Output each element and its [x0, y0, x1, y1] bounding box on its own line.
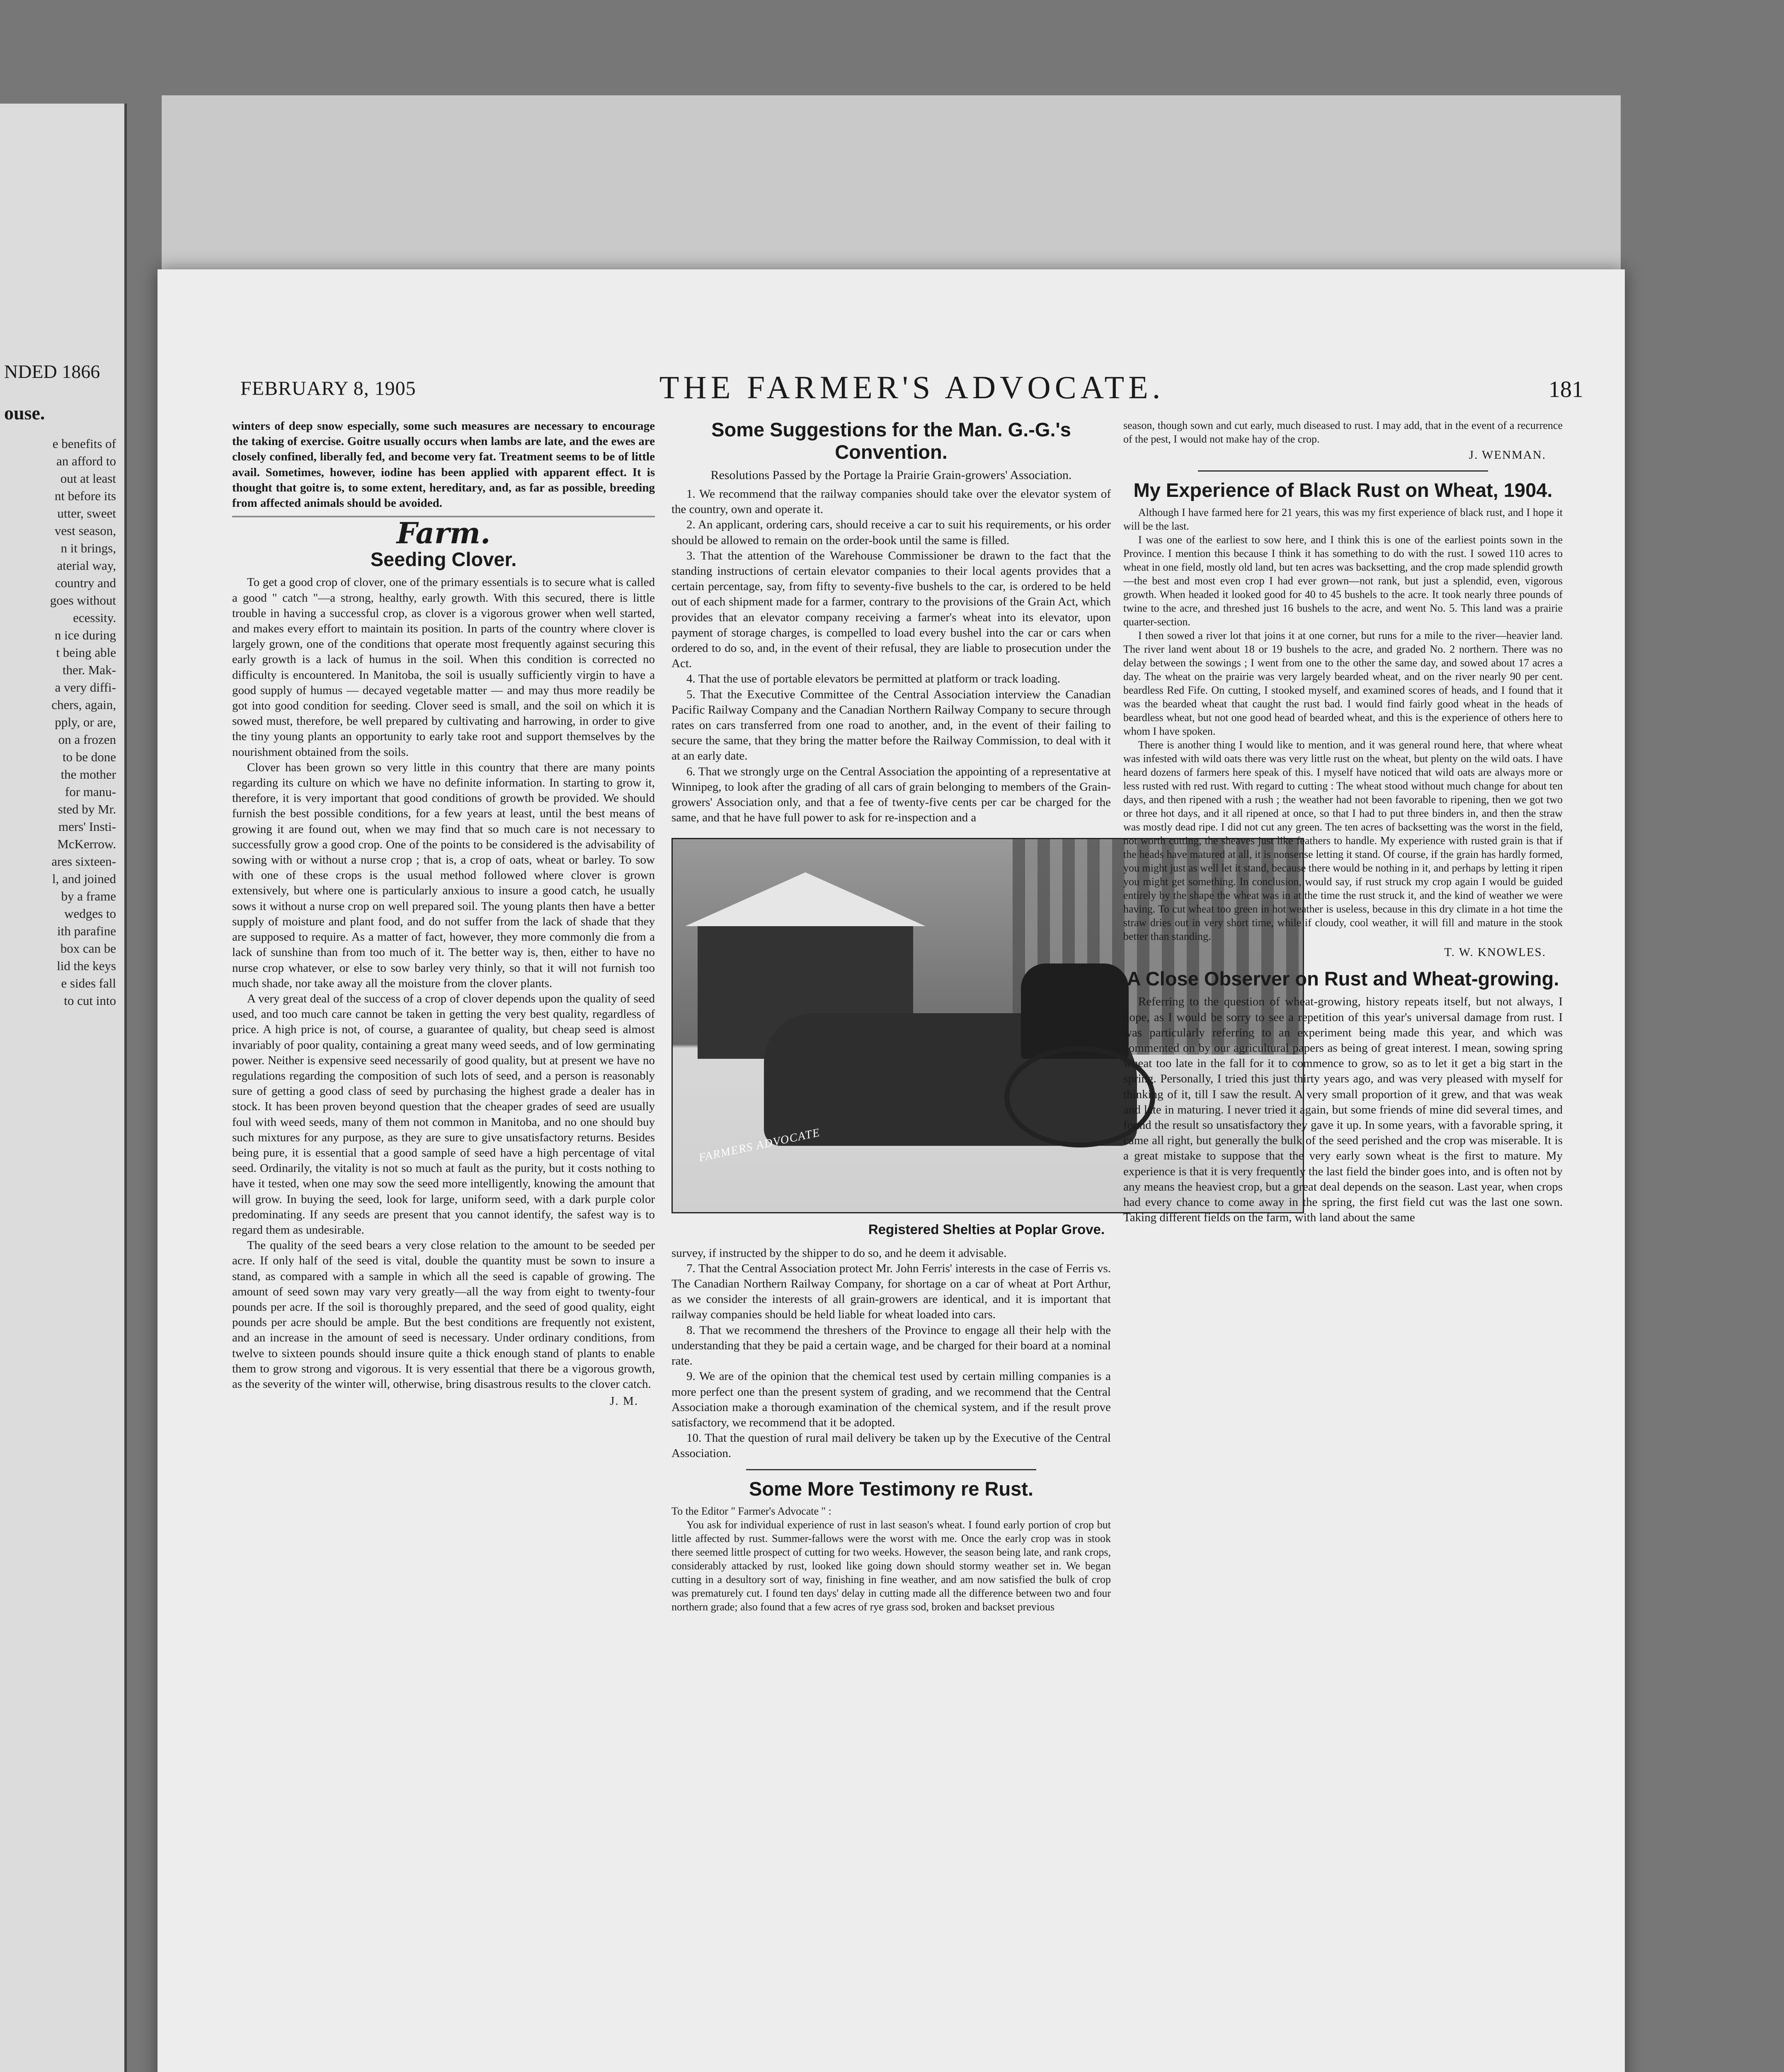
adjacent-page-line: pply, or are, [55, 715, 116, 729]
adjacent-page-line: to be done [62, 750, 116, 764]
newspaper-page [158, 269, 1625, 2072]
article-paragraph: The quality of the seed bears a very close relation to the amount to be seeded per acre. If only half of the seed is vital, double the quantity must be sown to insure a stand, as compared with a sample in which all the seed is capable of growing. The amount of seed sown may vary very greatly—all the way from eight to twenty-four pounds per acre. If the soil is thoroughly prepared, and the seed of good quality, eight pounds per acre should be ample. But the best conditions are frequently not existent, and an increase in the amount of seed is necessary. Under ordinary conditions, from twelve to sixteen pounds should insure quite a thick enough stand of plants to enable them to grow strong and vigorous. It is very essential that there be a vigorous growth, as the severity of the winter will, otherwise, bring disastrous results to the clover catch. [232, 1239, 655, 1391]
scan-top-band [162, 95, 1621, 274]
article-paragraph: Clover has been grown so very little in this country that there are many points regarding its culture on which we have no definite information. In starting to grow it, therefore, it is very important that good conditions of growth be provided. We should furnish the best possible conditions, for a few years at least, until the best means of growing it are found out, when we may find that so much care is not necessary to successfully grow a good crop. One of the points to be considered is the advisability of sowing with or without a nurse crop ; that is, a crop of oats, wheat or barley. To sow with one of these crops is the usual method followed where clover is grown extensively, but where one is particularly anxious to insure a good catch, he usually sows it without a nurse crop on well prepared soil. The young plants then have a better supply of moisture and plant food, and do not suffer from the lack of shade that they are supposed to require. As a matter of fact, however, they more commonly die from a lack of sunshine than from too much of it. The better way is, then, either to have no nurse crop whatever, or else to sow barley very thinly, so that it will not furnish too much shade, nor take away all the moisture from the clover plants. [232, 760, 655, 990]
resolution-item: 5. That the Executive Committee of the Central Association interview the Canadian Pacific Railway Company and the Canadian Northern Railway Company to secure through rates on cars transferred from one road to another, and, in the event of their failing to secure the same, that they bring the matter before the Railway Commission, to deal with it at an early date. [671, 687, 1111, 763]
adjacent-page-line: to cut into [64, 993, 116, 1008]
article-signature: J. M. [610, 1394, 638, 1408]
adjacent-page-line: box can be [60, 941, 116, 956]
adjacent-page-line: nt before its [54, 489, 116, 503]
article-paragraph: I was one of the earliest to sow here, and I think this is one of the earliest points sown in the Province. I mention this because I think it has something to do with the rust. I sowed 110 acres to wheat in one field, mostly old land, but ten acres was backsetting, and the crop made splendid growth—the best and most even crop I had ever grown—not rank, but just a splendid, even, vigorous growth. When headed it looked good for 40 to 45 bushels to the acre. It took nearly three pounds of twine to the acre, and threshed just 16 bushels to the acre, and went No. 5. This land was a prairie quarter-section. [1123, 534, 1563, 628]
adjacent-page-line: l, and joined [52, 871, 116, 886]
adjacent-page-line: n ice during [54, 628, 116, 642]
photo-people [1021, 963, 1129, 1059]
article-paragraph: Although I have farmed here for 21 years, this was my first experience of black rust, and I hope it will be the last. [1123, 506, 1563, 533]
resolution-item: 2. An applicant, ordering cars, should receive a car to suit his requirements, or his order should be allowed to remain on the order-book until the same is filled. [671, 518, 1111, 547]
article-paragraph: A very great deal of the success of a crop of clover depends upon the quality of seed used, and too much care cannot be taken in getting the very best quality, regardless of price. A high price is not, of course, a guarantee of quality, but cheap seed is almost invariably of poor quality, containing a great many weed seeds, and of low germinating power. Neither is expensive seed necessarily of good quality, but at present we have no regulations regarding the composition of such lots of seed, and a person is reasonably sure of getting a good class of seed by purchasing the highest grade a dealer has in stock. It has been proven beyond question that the cheaper grades of seed are usually foul with weed seeds, many of them not common in Manitoba, and no one should buy such mixtures for any purpose, as they are sure to give unsatisfactory returns. Besides being pure, it is essential that a good sample of seed have a high percentage of vital seed. Ordinarily, the vitality is not so much at fault as the purity, but it costs nothing to have it tested, when one may sow the seed more intelligently, knowing the amount that will grow. In buying the seed, look for large, uniform seed, with a dark purple color predominating. If any seeds are present that you cannot identify, the safest way is to regard them as undesirable. [232, 992, 655, 1237]
resolution-item: 1. We recommend that the railway companies should take over the elevator system of the country, own and operate it. [671, 487, 1111, 516]
resolution-item: 6. That we strongly urge on the Central Association the appointing of a representative at Winnipeg, to look after the grading of all cars of grain belonging to members of the Grain-growers' Association only, and that a fee of twenty-five cents per car be charged for the same, and that he have full power to ask for re-inspection and a [671, 765, 1111, 825]
adjacent-page-line: out at least [60, 471, 116, 486]
section-heading-farm: Farm. [396, 516, 491, 551]
page-number: 181 [1549, 377, 1583, 402]
adjacent-page-line: vest season, [54, 523, 116, 538]
adjacent-page-line: ith parafine [57, 924, 116, 938]
adjacent-page-line: goes without [50, 593, 116, 608]
column-1 [232, 419, 655, 1412]
column-2 [671, 419, 1111, 1614]
adjacent-page-fragment [0, 104, 127, 2072]
article-heading-black-rust: My Experience of Black Rust on Wheat, 1904. [1133, 479, 1553, 501]
resolution-item: 10. That the question of rural mail delivery be taken up by the Executive of the Central Association. [671, 1431, 1111, 1460]
article-paragraph: To get a good crop of clover, one of the primary essentials is to secure what is called a good " catch "—a strong, healthy, early growth. With this secured, there is little trouble in having a successful crop, as clover is a vigorous grower when well started, and makes every effort to maintain its position. In parts of the country where clover is largely grown, one of the conditions that operate most frequently against securing this early growth is a lack of humus in the soil. When this condition is corrected no difficulty is encountered. In Manitoba, the soil is usually sufficiently virgin to have a good supply of humus — decayed vegetable matter — and may thus more readily be got into good condition for seeding. Clover seed is small, and the soil on which it is sowed must, therefore, be well prepared by cultivating and harrowing, in order to give the tiny young plants an opportunity to early take root and support themselves by the nourishment obtained from the soils. [232, 576, 655, 759]
resolution-item: 8. That we recommend the threshers of the Province to engage all their help with the understanding that they be paid a certain wage, and be charged for their board at a nominal rate. [671, 1323, 1111, 1368]
resolution-item: 9. We are of the opinion that the chemical test used by certain milling companies is a more perfect one than the present system of grading, and we recommend that the Central Association make a thorough examination of the chemical system, and if the result prove satisfactory, we recommend that it be adopted. [671, 1370, 1111, 1429]
adjacent-page-line: an afford to [56, 454, 116, 468]
adjacent-page-line: country and [55, 576, 116, 590]
article-heading-close-observer: A Close Observer on Rust and Wheat-growing. [1127, 968, 1559, 990]
photo-watermark: FARMERS ADVOCATE [698, 1126, 822, 1165]
adjacent-page-line: a very diffi- [55, 680, 116, 695]
letter-signature: J. WENMAN. [1469, 448, 1546, 462]
article-divider [1198, 470, 1488, 472]
photo-caption: Registered Shelties at Poplar Grove. [868, 1222, 1105, 1237]
article-paragraph: There is another thing I would like to mention, and it was general round here, that where wheat was infested with wild oats there was very little rust on the wheat, but plenty on the wild oats. I have heard dozens of farmers here speak of this. I myself have noticed that wild oats are always more or less rusted with red rust. With regard to cutting : The wheat stood without much change for about ten days, and then ripened with a rush ; the weather had not been favorable to ripening, then we got two or three hot days, and it all ripened at once, so that I had to put three binders in, and then the straw was mostly dead ripe. I did not cut any green. The ten acres of backsetting was the worst in the field, not worth cutting, the sheaves just like feathers to handle. My experience with rusted grain is that if the heads have matured at all, it is nonsense letting it stand. Of course, if the grain has hardly formed, you might just as well let it stand, because there would be nothing in it, and perhaps by letting it ripen you might get something. In conclusion, would say, if rust struck my crop again I would be guided entirely by the shape the wheat was in at the time the rust struck it, and the kind of weather we were having. To cut wheat too green in hot weather is useless, because in this dry climate in a hot time the straw dries out in very short time, while if cloudy, cool weather, it will fill and mature in the stook better than standing. [1123, 739, 1563, 943]
resolution-item: survey, if instructed by the shipper to do so, and he deem it advisable. [671, 1246, 1007, 1260]
letter-continuation: season, though sown and cut early, much diseased to rust. I may add, that in the event of a recurrence of the pest, I would not make hay of the crop. [1123, 419, 1563, 445]
column-3 [1123, 419, 1563, 1225]
article-paragraph: I then sowed a river lot that joins it at one corner, but runs for a mile to the river—heavier land. The river land went about 18 or 19 bushels to the acre, and graded No. 2 northern. There was no delay between the sowings ; I went from one to the other the same day, and sowed about 17 acres a day. The wheat on the prairie was very largely bearded wheat, and on the river nearly 90 per cent. beardless Red Fife. On cutting, I stooked myself, and examined scores of heads, and I found that it was the bearded wheat that caught the rust bad. I would find fairly good wheat in the heads of beardless wheat, but not one good head of bearded wheat, and this is the experience of others here to whom I have spoken. [1123, 629, 1563, 738]
letter-salutation: To the Editor " Farmer's Advocate " : [671, 1505, 831, 1517]
page-header [240, 369, 1583, 405]
resolution-item: 7. That the Central Association protect Mr. John Ferris' interests in the case of Ferris vs. The Canadian Northern Railway Company, for shortage on a car of wheat at Port Arthur, as we consider the interests of all grain-growers are identical, and it is important that railway companies should be held liable for wheat loaded into cars. [671, 1261, 1111, 1322]
article-subheading: Resolutions Passed by the Portage la Prairie Grain-growers' Association. [710, 468, 1072, 482]
adjacent-page-line: ares sixteen- [51, 854, 116, 869]
adjacent-page-line: ecessity. [73, 610, 116, 625]
adjacent-page-lines [0, 435, 116, 1009]
adjacent-page-line: e sides fall [61, 976, 116, 990]
adjacent-page-subhead: ouse. [4, 402, 45, 424]
article-heading-suggestions: Some Suggestions for the Man. G.-G.'s Convention. [711, 419, 1071, 463]
article-heading-testimony: Some More Testimony re Rust. [749, 1477, 1033, 1500]
adjacent-page-line: for manu- [65, 784, 116, 799]
adjacent-page-line: wedges to [64, 906, 116, 921]
adjacent-page-line: mers' Insti- [58, 819, 116, 834]
adjacent-page-line: lid the keys [57, 959, 116, 973]
adjacent-page-line: t being able [56, 645, 116, 660]
photo-barn-roof [685, 872, 926, 926]
adjacent-page-line: ther. Mak- [62, 663, 116, 677]
masthead-title: THE FARMER'S ADVOCATE. [659, 369, 1165, 405]
article-divider [746, 1469, 1036, 1470]
article-paragraph: Referring to the question of wheat-growing, history repeats itself, but not always, I hope, as I would be sorry to see a repetition of this year's universal damage from rust. I was particularly referring to an experiment being made this year, and which was commented on by our agricultural papers as being of great interest. I mean, sowing spring wheat too late in the fall for it to commence to grow, so as to let it get a big start in the spring. Personally, I tried this just thirty years ago, and was very pleased with myself for thinking of it, till I saw the result. A very small proportion of it grew, and that was weak and late in maturing. I never tried it again, but some friends of mine did several times, and found the result so unsatisfactory they gave it up. In some years, with a favorable spring, it came all right, but generally the bulk of the seed perished and the crop was miserable. It is a great mistake to suppose that the very early sown wheat is the first to mature. My experience is that it is very frequently the last field the binder goes into, and is often not by any means the heaviest crop, but a great deal depends on the season. Last year, when crops had every chance to come away in the spring, the first field cut was the last one sown. Taking different fields on the farm, with land about the same [1123, 995, 1563, 1225]
letter-body: You ask for individual experience of rust in last season's wheat. I found early portion of crop but little affected by rust. Summer-fallows were the worst with me. Once the early crop was in stook there seemed little prospect of cutting for two weeks. However, the season being late, and rank crops, considerably attacked by rust, looked like going down should stormy weather set in. We began cutting in a desultory sort of way, finishing in fine weather, and am now satisfied the bulk of crop was prematurely cut. I found ten days' delay in cutting made all the difference between two and four northern grade; also found that a few acres of rye grass sod, broken and backset previous [671, 1518, 1111, 1613]
article-heading-seeding-clover: Seeding Clover. [370, 548, 517, 571]
article-signature: T. W. KNOWLES. [1444, 946, 1546, 959]
adjacent-page-line: utter, sweet [57, 506, 116, 520]
issue-date: FEBRUARY 8, 1905 [240, 378, 416, 399]
adjacent-page-heading: NDED 1866 [4, 361, 100, 382]
adjacent-page-line: by a frame [61, 889, 116, 903]
adjacent-page-line: McKerrow. [57, 837, 116, 851]
adjacent-page-line: chers, again, [51, 697, 116, 712]
resolution-item: 4. That the use of portable elevators be permitted at platform or track loading. [686, 672, 1061, 686]
resolution-item: 3. That the attention of the Warehouse Commissioner be drawn to the fact that the standing instructions of certain elevator companies to their local agents provides that a certain percentage, say, from fifty to seventy-five bushels to the car, is ordered to be held out of each shipment made for a farmer, contrary to the provisions of the Grain Act, which provides that an elevator company receiving a farmer's wheat into its elevator, upon payment of storage charges, is compelled to load every bushel into the car or cars when ordered to do so, and, in the event of their refusal, they are liable to prosecution under the Act. [671, 549, 1111, 670]
adjacent-page-line: the mother [61, 767, 116, 782]
adjacent-page-line: sted by Mr. [58, 802, 116, 816]
adjacent-page-line: aterial way, [57, 558, 116, 573]
adjacent-page-line: e benefits of [52, 436, 116, 451]
adjacent-page-line: n it brings, [61, 541, 116, 555]
goitre-paragraph: winters of deep snow especially, some such measures are necessary to encourage the taking of exercise. Goitre usually occurs when lambs are late, and the ewes are closely confined, liberally fed, and become very fat. Treatment seems to be of little avail. Sometimes, however, iodine has been applied with apparent effect. It is thought that goitre is, to some extent, hereditary, and, as far as possible, breeding from affected animals should be avoided. [232, 419, 655, 510]
adjacent-page-line: on a frozen [58, 732, 116, 747]
